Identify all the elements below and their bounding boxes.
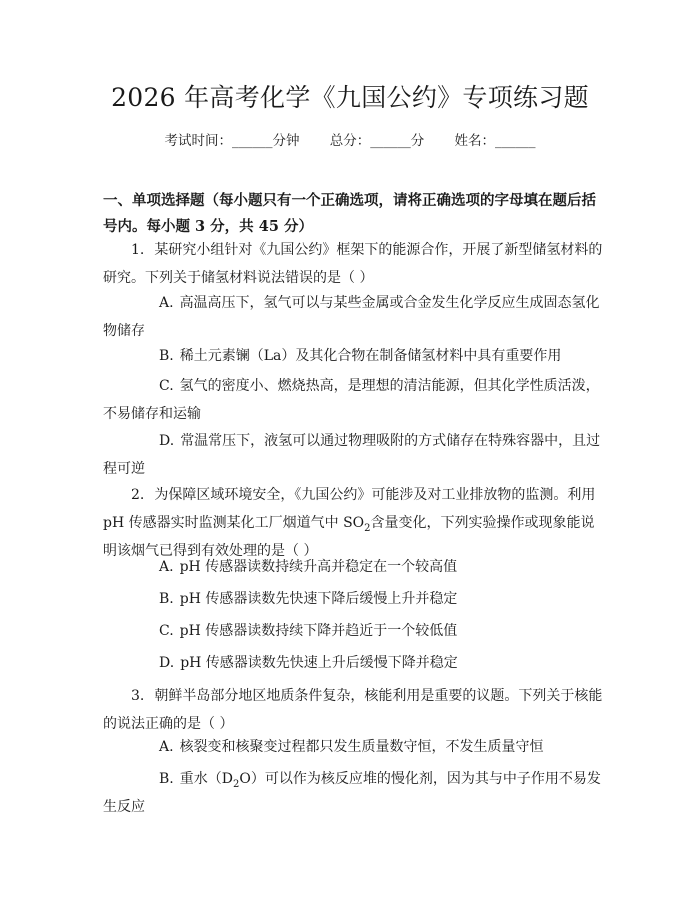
subscript: 2 [232,778,240,790]
question-3-option-b [103,765,603,821]
question-2-option-b [103,585,603,613]
page-title: 2026 年高考化学《九国公约》专项练习题 [111,83,589,112]
option-text: pH 传感器读数持续升高并稳定在一个较高值 [179,559,458,575]
subscript: 2 [364,522,371,534]
question-2-option-d [103,649,603,677]
option-text: pH 传感器读数持续下降并趋近于一个较低值 [179,623,458,639]
exam-time-field: 考试时间：______分钟 [164,133,300,149]
option-text: 氢气的密度小、燃烧热高，是理想的清洁能源，但其化学性质活泼，不易储存和运输 [103,378,600,422]
question-1-option-d [103,427,603,483]
question-stem-cont: 含量变化，下列实验操作或现象能说明该烟气已得到有效处理的是（ ） [103,515,595,559]
student-name-field: 姓名：______ [454,133,536,149]
question-3 [103,682,603,738]
question-stem: 某研究小组针对《九国公约》框架下的能源合作，开展了新型储氢材料的研究。下列关于储氢材料说法错误的是（ ） [103,242,603,286]
question-1-option-b [103,342,603,370]
option-letter: C. [159,623,174,639]
question-stem: 为保障区域环境安全，《九国公约》可能涉及对工业排放物的监测。利用 pH 传感器实时监测某化工厂烟道气中 SO [103,487,596,531]
option-text: 核裂变和核聚变过程都只发生质量数守恒，不发生质量守恒 [179,739,544,755]
option-text: 稀土元素镧（La）及其化合物在制备储氢材料中具有重要作用 [179,348,562,364]
question-2-option-a [103,553,603,581]
option-letter: B. [159,771,174,787]
option-letter: A. [159,739,174,755]
option-text: pH 传感器读数先快速上升后缓慢下降并稳定 [180,655,458,671]
option-text: pH 传感器读数先快速下降后缓慢上升并稳定 [179,591,458,607]
option-letter: A. [159,559,174,575]
option-text: 重水（D [179,771,233,787]
total-score-field: 总分：______分 [329,133,425,149]
section-heading: 一、单项选择题（每小题只有一个正确选项，请将正确选项的字母填在题后括号内。每小题 3 分，共 45 分） [103,192,596,235]
option-letter: B. [159,591,174,607]
question-number: 1. [131,242,145,258]
option-letter: C. [159,378,174,394]
option-letter: A. [159,295,174,311]
question-3-option-a [103,733,603,761]
question-stem: 朝鲜半岛部分地区地质条件复杂，核能利用是重要的议题。下列关于核能的说法正确的是（ ） [103,688,603,732]
question-2-option-c [103,617,603,645]
option-letter: D. [159,433,175,449]
option-text: 常温常压下，液氢可以通过物理吸附的方式储存在特殊容器中，且过程可逆 [103,433,601,477]
question-number: 2. [131,487,145,503]
option-text: 高温高压下，氢气可以与某些金属或合金发生化学反应生成固态氢化物储存 [103,295,600,339]
question-1 [103,236,603,292]
exam-info-line [0,130,700,152]
question-1-option-c [103,372,603,428]
option-letter: B. [159,348,174,364]
question-number: 3. [131,688,145,704]
option-text-cont: O）可以作为核反应堆的慢化剂，因为其与中子作用不易发生反应 [103,771,601,815]
option-letter: D. [159,655,175,671]
question-1-option-a [103,289,603,345]
